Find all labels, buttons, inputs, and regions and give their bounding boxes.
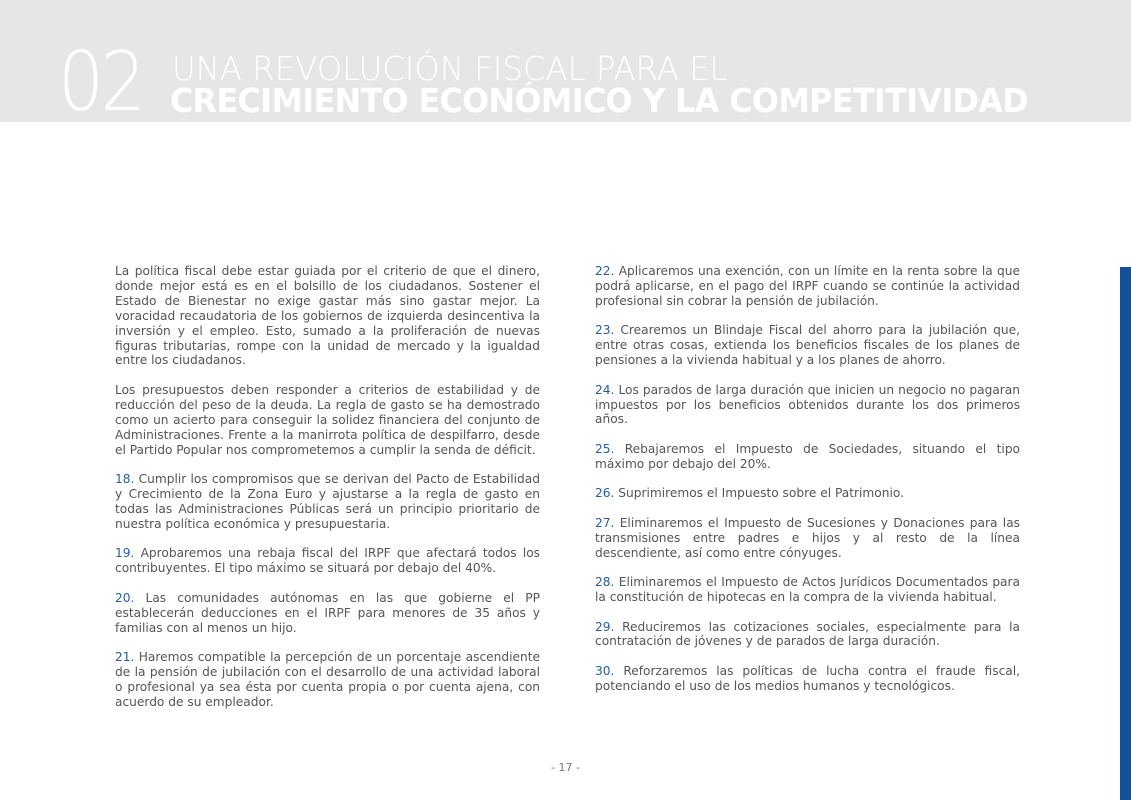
item-number: 30. (595, 663, 615, 678)
chapter-number: 02 (58, 35, 143, 130)
list-item (595, 323, 1020, 368)
item-number: 27. (595, 515, 615, 530)
item-text: Haremos compatible la percepción de un porcentaje ascendiente de la pensión de jubilación con el desarrollo de una actividad laboral o profesional ya sea ésta por cuenta propia o por cuenta ajena, con acuerdo de su empleador. (115, 650, 540, 709)
list-item (595, 575, 1020, 605)
item-number: 23. (595, 323, 615, 338)
item-number: 21. (115, 650, 135, 664)
chapter-title-line2: CRECIMIENTO ECONÓMICO Y LA COMPETITIVIDAD (170, 81, 1029, 120)
right-column (595, 264, 1020, 708)
item-text: Los parados de larga duración que inicien un negocio no pagaran impuestos por los beneficios obtenidos durante los dos primeros años. (595, 382, 1020, 427)
item-number: 26. (595, 486, 615, 501)
item-text: Rebajaremos el Impuesto de Sociedades, situando el tipo máximo por debajo del 20%. (595, 441, 1021, 471)
left-column (115, 264, 540, 724)
intro-paragraph: Los presupuestos deben responder a criterios de estabilidad y de reducción del peso de la deuda. La regla de gasto se ha demostrado como un acierto para conseguir la solidez financiera del conjunto de Administraciones. Frente a la manirrota política de despilfarro, desde el Partido Popular nos comprometemos a cumplir la senda de déficit. (115, 382, 540, 457)
list-item (115, 650, 540, 710)
list-item (115, 591, 540, 636)
item-number: 19. (115, 546, 135, 561)
item-number: 18. (115, 472, 135, 487)
item-text: Eliminaremos el Impuesto de Actos Jurídicos Documentados para la constitución de hipotecas en la compra de la vivienda habitual. (595, 575, 1020, 605)
page-number: - 17 - (551, 761, 580, 774)
list-item (595, 664, 1020, 694)
intro-paragraph: La política fiscal debe estar guiada por el criterio de que el dinero, donde mejor está es en el bolsillo de los ciudadanos. Sostener el Estado de Bienestar no exige gastar más sino gastar mejor. La voracidad recaudatoria de los gobiernos de izquierda desincentiva la inversión y el empleo. Esto, sumado a la proliferación de nuevas figuras tributarias, rompe con la unidad de mercado y la igualdad entre los ciudadanos. (115, 264, 540, 368)
list-item (595, 383, 1020, 428)
list-item (595, 620, 1020, 650)
list-item (595, 264, 1020, 309)
list-item (115, 546, 540, 576)
item-text: Aplicaremos una exención, con un límite en la renta sobre la que podrá aplicarse, en el pago del IRPF cuando se continúe la actividad profesional sin cobrar la pensión de jubilación. (595, 264, 1020, 308)
item-number: 28. (595, 575, 615, 590)
item-number: 25. (595, 441, 615, 456)
item-text: Reduciremos las cotizaciones sociales, especialmente para la contratación de jóvenes y de parados de larga duración. (595, 619, 1020, 649)
item-number: 22. (595, 264, 615, 278)
item-text: Crearemos un Blindaje Fiscal del ahorro para la jubilación que, entre otras cosas, extienda los beneficios fiscales de los planes de pensiones a la vivienda habitual y a los planes de ahorro. (595, 323, 1020, 368)
item-number: 24. (595, 382, 615, 397)
list-item (595, 516, 1020, 561)
list-item (115, 472, 540, 532)
item-text: Reforzaremos las políticas de lucha contra el fraude fiscal, potenciando el uso de los medios humanos y tecnológicos. (595, 663, 1020, 693)
item-text: Eliminaremos el Impuesto de Sucesiones y Donaciones para las transmisiones entre padres e hijos y al resto de la línea descendiente, así como entre cónyuges. (595, 515, 1021, 560)
item-text: Cumplir los compromisos que se derivan del Pacto de Estabilidad y Crecimiento de la Zona Euro y ajustarse a la regla de gasto en todas las Administraciones Públicas será un principio prioritario de nuestra política económica y presupuestaria. (115, 472, 541, 531)
side-accent-bar (1120, 267, 1131, 800)
item-number: 29. (595, 619, 615, 634)
list-item (595, 442, 1020, 472)
item-text: Aprobaremos una rebaja fiscal del IRPF que afectará todos los contribuyentes. El tipo máximo se situará por debajo del 40%. (115, 546, 541, 576)
list-item (595, 486, 1020, 501)
chapter-title-line1: UNA REVOLUCIÓN FISCAL PARA EL (172, 49, 728, 88)
item-text: Suprimiremos el Impuesto sobre el Patrimonio. (618, 486, 904, 501)
item-text: Las comunidades autónomas en las que gobierne el PP establecerán deducciones en el IRPF para menores de 35 años y familias con al menos un hijo. (115, 590, 540, 635)
item-number: 20. (115, 590, 135, 605)
